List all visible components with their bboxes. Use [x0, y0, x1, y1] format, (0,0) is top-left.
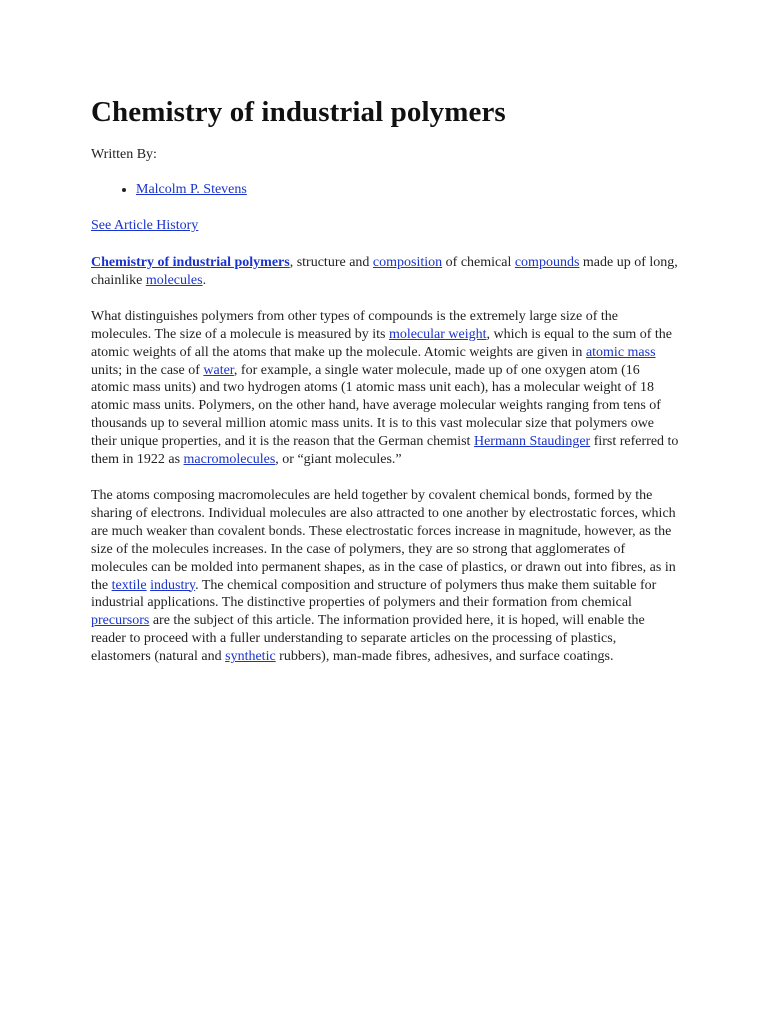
body-text: rubbers), man-made fibres, adhesives, and surface coatings.	[275, 649, 614, 665]
macromolecules-link[interactable]: macromolecules	[183, 452, 276, 468]
molecules-link[interactable]: molecules	[145, 272, 203, 288]
body-text: The atoms composing macromolecules are held together by covalent chemical bonds, formed by the sharing of electrons. Individual molecules are also attracted to one another by electrostatic forces, which are much weaker than covalent bonds. These electrostatic forces increase in magnitude, however, as the size of the molecules increases. In the case of polymers, they are so strong that agglomerates of molecules can be molded into permanent shapes, as in the case of plastics, or drawn out into fibres, as in the	[91, 487, 676, 593]
author-list	[91, 181, 679, 199]
intro-paragraph	[91, 254, 679, 290]
body-text: What distinguishes polymers from other types of compounds is the extremely large size of the molecules. The size of a molecule is measured by its	[91, 308, 618, 342]
article-page	[91, 94, 679, 666]
author-item	[136, 181, 679, 199]
body-text: , for example, a single water molecule, made up of one oxygen atom (16 atomic mass units) and two hydrogen atoms (1 atomic mass unit each), has a molecular weight of 18 atomic mass units. Polymers, on the other hand, have average molecular weights ranging from tens of thousands up to several million atomic mass units. It is to this vast molecular size that polymers owe their unique properties, and it is the reason that the German chemist	[91, 362, 661, 450]
intro-text: .	[202, 272, 207, 288]
water-link[interactable]: water	[203, 362, 234, 378]
body-text: units; in the case of	[91, 362, 204, 378]
author-link[interactable]: Malcolm P. Stevens	[136, 182, 247, 197]
body-paragraph-2	[91, 487, 679, 666]
atomic-mass-link[interactable]: atomic mass	[585, 344, 656, 360]
body-text: are the subject of this article. The information provided here, it is hoped, will enable the reader to proceed with a fuller understanding to separate articles on the processing of plastics, elastomers (natural and	[91, 613, 645, 665]
body-text: , or “giant molecules.”	[275, 452, 402, 468]
body-text: . The chemical composition and structure of polymers thus make them suitable for industrial applications. The distinctive properties of polymers and their formation from chemical	[91, 577, 657, 611]
body-paragraph-1	[91, 308, 679, 469]
intro-text: , structure and	[289, 255, 373, 270]
precursors-link[interactable]: precursors	[91, 613, 150, 629]
intro-text: of chemical	[442, 255, 515, 270]
body-text: , which is equal to the sum of the atomic weights of all the atoms that make up the molecule. Atomic weights are given in	[91, 326, 672, 360]
composition-link[interactable]: composition	[372, 255, 443, 270]
compounds-link[interactable]: compounds	[514, 255, 580, 270]
intro-text: made up of long, chainlike	[91, 255, 678, 288]
page-title: Chemistry of industrial polymers	[91, 96, 506, 128]
textile-link[interactable]: textile	[111, 577, 147, 593]
molecular-weight-link[interactable]: molecular weight	[388, 326, 487, 342]
title-term-link[interactable]: Chemistry of industrial polymers	[91, 255, 290, 270]
written-by-label: Written By:	[91, 147, 157, 162]
synthetic-link[interactable]: synthetic	[225, 649, 276, 665]
see-article-history-link[interactable]: See Article History	[91, 218, 199, 233]
industry-link[interactable]: industry	[150, 577, 196, 593]
body-text: first referred to them in 1922 as	[91, 434, 679, 468]
article-history	[91, 217, 679, 235]
hermann-staudinger-link[interactable]: Hermann Staudinger	[473, 434, 591, 450]
